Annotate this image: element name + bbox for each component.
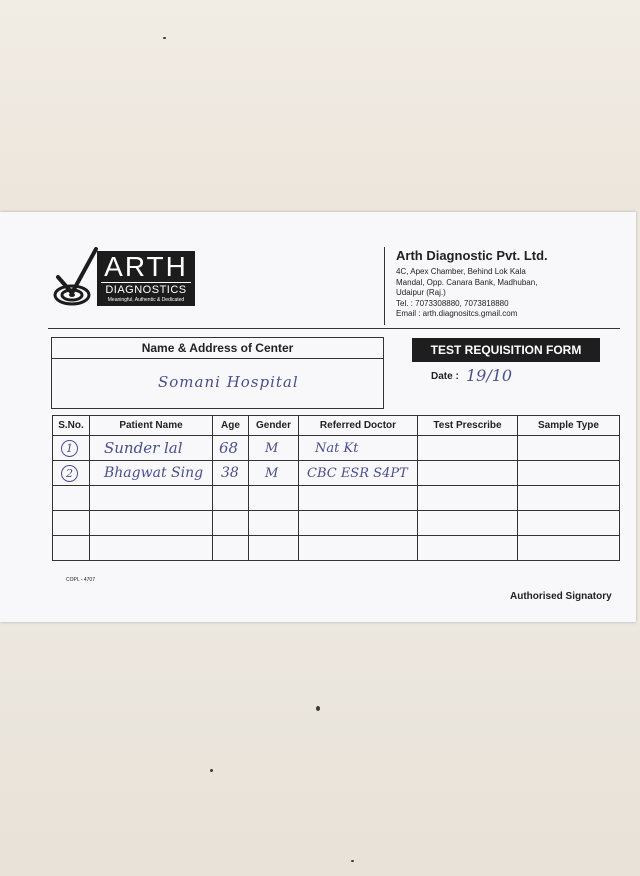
date-label: Date :: [431, 371, 459, 382]
cell-sample-type[interactable]: [518, 511, 620, 536]
cell-sample-type[interactable]: [518, 536, 620, 561]
cell-patient-name[interactable]: Sunder lal: [90, 436, 213, 461]
form-title: TEST REQUISITION FORM: [412, 338, 600, 362]
cell-gender[interactable]: M: [249, 461, 299, 486]
cell-age[interactable]: [213, 536, 249, 561]
form-code: COPL - 4707: [66, 577, 95, 583]
phone-line: Tel. : 7073308880, 7073818880: [396, 298, 509, 308]
cell-test-prescribe[interactable]: [418, 511, 518, 536]
cell-patient-name[interactable]: Bhagwat Sing: [90, 461, 213, 486]
col-header-sno: S.No.: [53, 416, 90, 436]
cell-sno[interactable]: [53, 486, 90, 511]
date-field[interactable]: 19/10: [466, 366, 513, 385]
cell-sample-type[interactable]: [518, 486, 620, 511]
cell-age[interactable]: 68: [213, 436, 249, 461]
logo-subtitle: DIAGNOSTICS: [101, 282, 191, 296]
dust-speck: [351, 860, 354, 862]
patient-table: [52, 415, 620, 561]
col-header-referred-doctor: Referred Doctor: [299, 416, 418, 436]
cell-sno[interactable]: [53, 436, 90, 461]
cell-age[interactable]: [213, 486, 249, 511]
company-name: Arth Diagnostic Pvt. Ltd.: [396, 248, 548, 263]
address-line: Udaipur (Raj.): [396, 288, 446, 297]
col-header-test-prescribe: Test Prescribe: [418, 416, 518, 436]
cell-sample-type[interactable]: [518, 436, 620, 461]
dust-speck: [210, 769, 213, 772]
center-box: [51, 337, 384, 409]
cell-patient-name[interactable]: [90, 536, 213, 561]
logo-tagline: Meaningful, Authentic & Dedicated: [107, 297, 185, 303]
table-row: [53, 536, 620, 561]
table-header-row: [53, 416, 620, 436]
cell-sno[interactable]: [53, 536, 90, 561]
cell-patient-name[interactable]: [90, 511, 213, 536]
cell-referred-doctor[interactable]: [299, 486, 418, 511]
table-row: [53, 511, 620, 536]
serial-number: 1: [61, 440, 78, 457]
logo: [97, 251, 195, 306]
col-header-sample-type: Sample Type: [518, 416, 620, 436]
address-line: Mandal, Opp. Canara Bank, Madhuban,: [396, 277, 538, 287]
col-header-gender: Gender: [249, 416, 299, 436]
cell-test-prescribe[interactable]: [418, 436, 518, 461]
email-line: Email : arth.diagnositcs.gmail.com: [396, 309, 518, 318]
logo-name: ARTH: [104, 251, 188, 282]
header-rule: [48, 328, 620, 329]
address-line: 4C, Apex Chamber, Behind Lok Kala: [396, 267, 526, 276]
dust-speck: [316, 706, 320, 711]
cell-gender[interactable]: M: [249, 436, 299, 461]
authorised-signatory-label: Authorised Signatory: [510, 591, 612, 602]
cell-referred-doctor[interactable]: [299, 536, 418, 561]
cell-gender[interactable]: [249, 511, 299, 536]
cell-referred-doctor[interactable]: [299, 511, 418, 536]
cell-patient-name[interactable]: [90, 486, 213, 511]
company-address: [396, 267, 566, 320]
cell-referred-doctor[interactable]: Nat Kt: [299, 436, 418, 461]
col-header-age: Age: [213, 416, 249, 436]
cell-test-prescribe[interactable]: [418, 461, 518, 486]
cell-age[interactable]: 38: [213, 461, 249, 486]
cell-test-prescribe[interactable]: [418, 486, 518, 511]
center-heading: Name & Address of Center: [52, 338, 383, 359]
target-check-icon: [52, 247, 98, 309]
cell-gender[interactable]: [249, 536, 299, 561]
cell-sample-type[interactable]: [518, 461, 620, 486]
col-header-patient-name: Patient Name: [90, 416, 213, 436]
cell-age[interactable]: [213, 511, 249, 536]
table-row: [53, 461, 620, 486]
cell-test-prescribe[interactable]: [418, 536, 518, 561]
cell-sno[interactable]: [53, 511, 90, 536]
cell-referred-doctor[interactable]: CBC ESR S4PT: [299, 461, 418, 486]
cell-sno[interactable]: [53, 461, 90, 486]
table-surface-top: [0, 0, 640, 214]
dust-speck: [163, 37, 166, 39]
header-divider: [384, 247, 385, 325]
table-surface-bottom: [0, 622, 640, 876]
table-row: [53, 486, 620, 511]
cell-gender[interactable]: [249, 486, 299, 511]
serial-number: 2: [61, 465, 78, 482]
table-row: [53, 436, 620, 461]
center-name-field[interactable]: Somani Hospital: [158, 373, 299, 391]
